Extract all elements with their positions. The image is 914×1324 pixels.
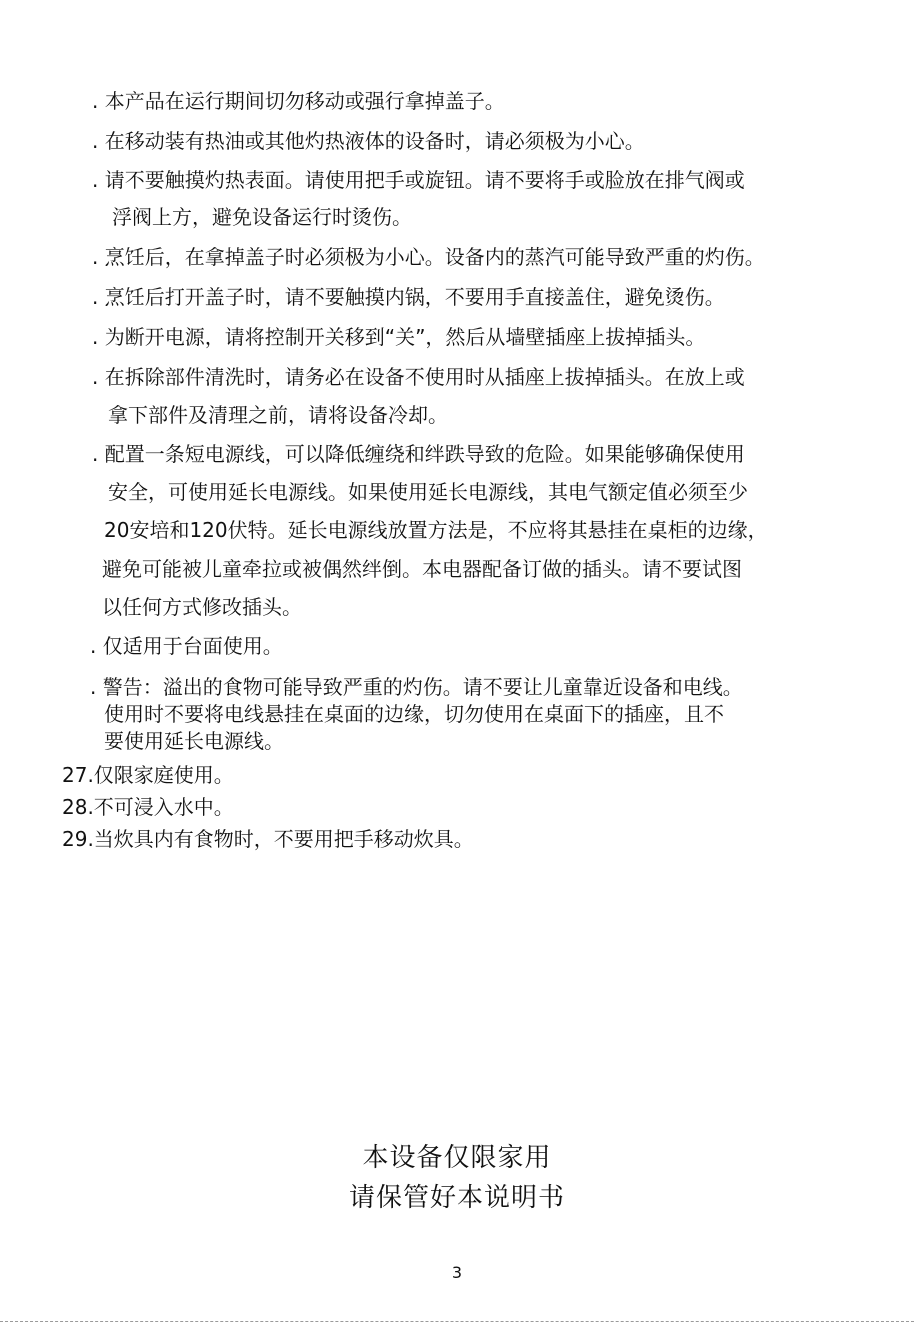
instruction-line: . 在拆除部件清洗时，请务必在设备不使用时从插座上拔掉插头。在放上或 [92,365,745,389]
household-use-notice: 本设备仅限家用 [362,1143,552,1173]
instruction-line: . 本产品在运行期间切勿移动或强行拿掉盖子。 [92,89,505,113]
instruction-line: 安全，可使用延长电源线。如果使用延长电源线，其电气额定值必须至少 [108,480,748,504]
instruction-line: 使用时不要将电线悬挂在桌面的边缘，切勿使用在桌面下的插座，且不 [104,702,724,726]
instruction-line: 20安培和120伏特。延长电源线放置方法是，不应将其悬挂在桌柜的边缘， [104,518,768,542]
instruction-line: 以任何方式修改插头。 [102,595,302,619]
instruction-line: 浮阀上方，避免设备运行时烫伤。 [112,205,412,229]
instruction-line: 28.不可浸入水中。 [62,795,234,819]
instruction-line: . 在移动装有热油或其他灼热液体的设备时，请必须极为小心。 [92,129,645,153]
instruction-line: 避免可能被儿童牵拉或被偶然绊倒。本电器配备订做的插头。请不要试图 [102,557,742,581]
instruction-line: . 请不要触摸灼热表面。请使用把手或旋钮。请不要将手或脸放在排气阀或 [92,168,745,192]
page-number: 3 [451,1263,463,1282]
instruction-line: 27.仅限家庭使用。 [62,763,234,787]
instruction-line: . 为断开电源，请将控制开关移到“关”，然后从墙壁插座上拔掉插头。 [92,325,706,349]
instruction-line: . 仅适用于台面使用。 [90,634,283,658]
instruction-line: 拿下部件及清理之前，请将设备冷却。 [108,403,448,427]
instruction-line: 29.当炊具内有食物时，不要用把手移动炊具。 [62,827,474,851]
instruction-line: . 警告：溢出的食物可能导致严重的灼伤。请不要让儿童靠近设备和电线。 [90,675,743,699]
instruction-line: . 烹饪后，在拿掉盖子时必须极为小心。设备内的蒸汽可能导致严重的灼伤。 [92,245,765,269]
bottom-dashed-divider [0,1321,914,1322]
keep-manual-notice: 请保管好本说明书 [348,1183,565,1213]
instruction-line: . 烹饪后打开盖子时，请不要触摸内锅，不要用手直接盖住，避免烫伤。 [92,285,725,309]
instruction-line: . 配置一条短电源线，可以降低缠绕和绊跌导致的危险。如果能够确保使用 [92,442,745,466]
instruction-line: 要使用延长电源线。 [104,729,284,753]
